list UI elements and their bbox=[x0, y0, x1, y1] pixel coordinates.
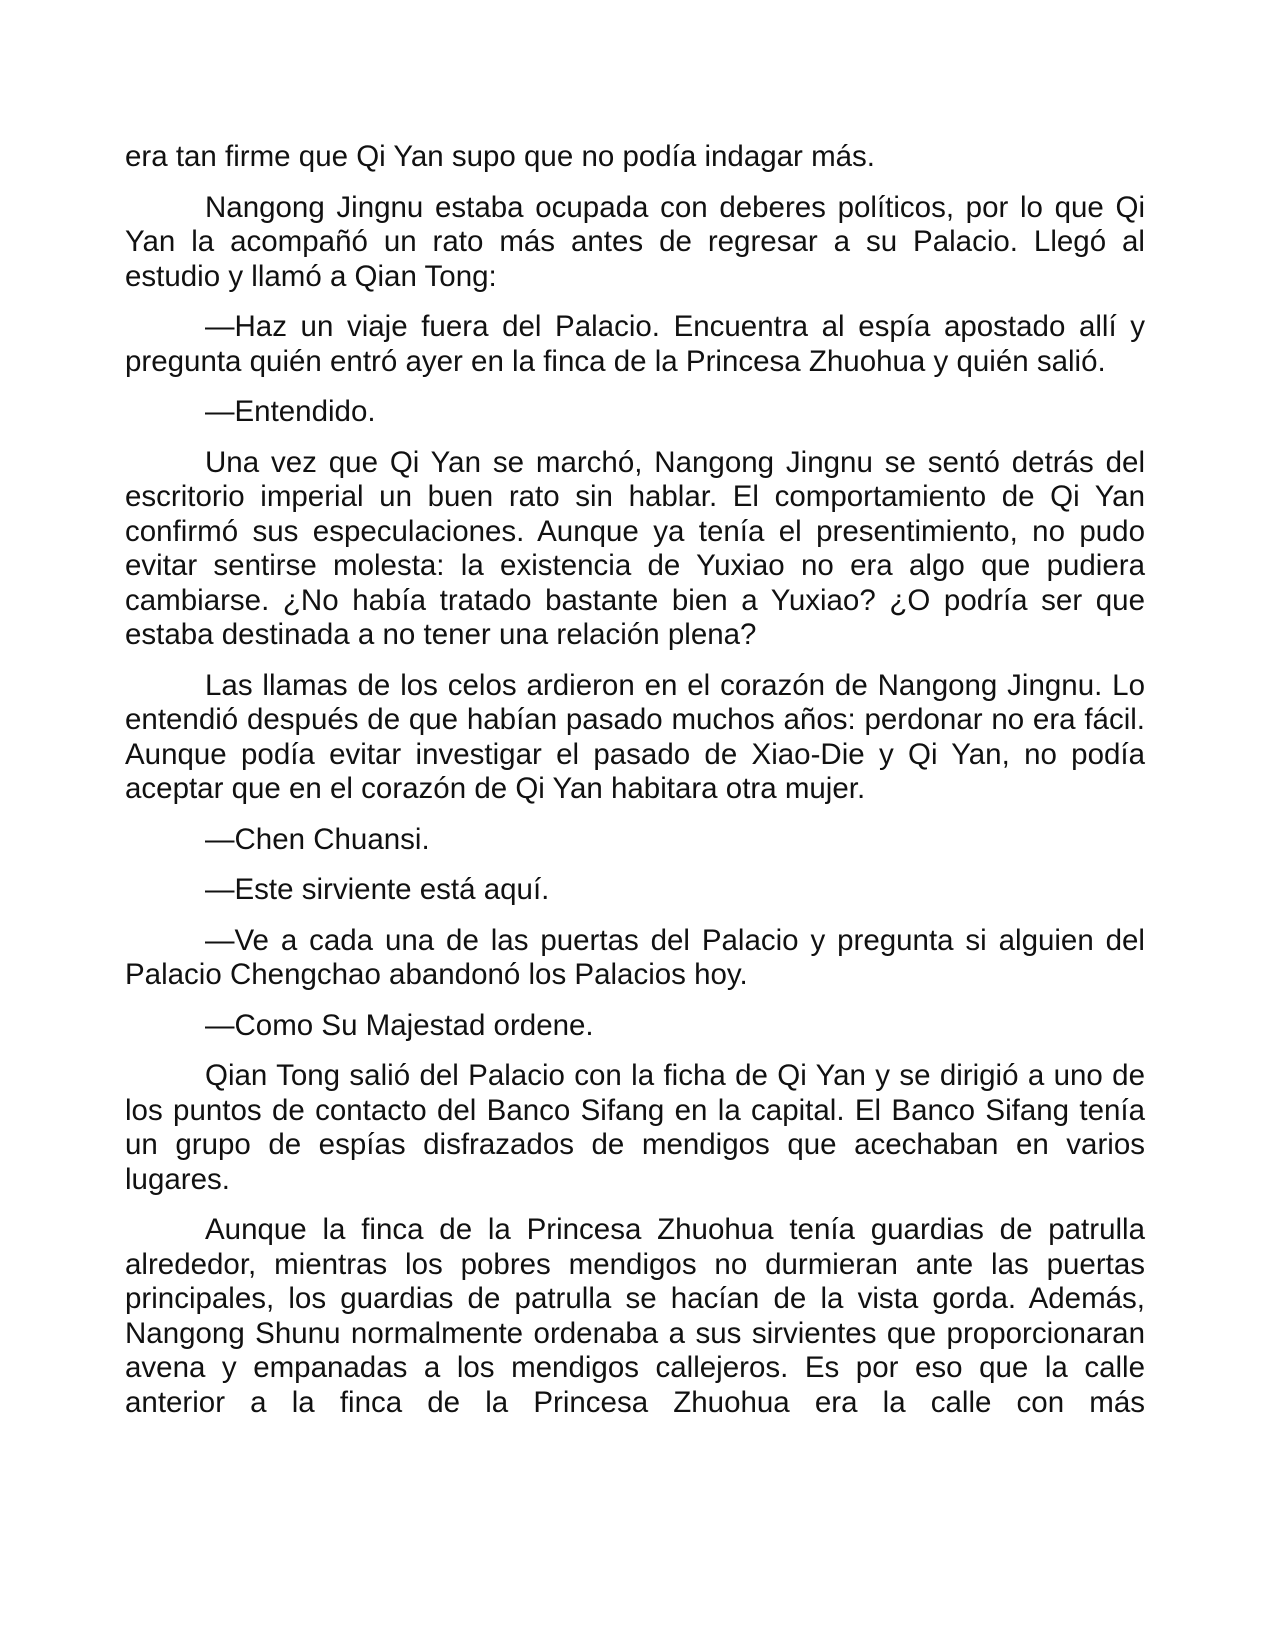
paragraph-dialogue: —Haz un viaje fuera del Palacio. Encuentra al espía apostado allí y pregunta quién entró ayer en la finca de la Princesa Zhuohua y quién salió. bbox=[125, 310, 1145, 378]
paragraph-continuation: era tan firme que Qi Yan supo que no podía indagar más. bbox=[125, 140, 876, 173]
paragraph-narration: Una vez que Qi Yan se marchó, Nangong Jingnu se sentó detrás del escritorio imperial un buen rato sin hablar. El comportamiento de Qi Yan confirmó sus especulaciones. Aunque ya tenía el presentimiento, no pudo evitar sentirse molesta: la existencia de Yuxiao no era algo que pudiera cambiarse. ¿No había tratado bastante bien a Yuxiao? ¿O podría ser que estaba destinada a no tener una relación plena? bbox=[125, 445, 1145, 651]
paragraph-narration: Las llamas de los celos ardieron en el corazón de Nangong Jingnu. Lo entendió después de que habían pasado muchos años: perdonar no era fácil. Aunque podía evitar investigar el pasado de Xiao-Die y Qi Yan, no podía aceptar que en el corazón de Qi Yan habitara otra mujer. bbox=[125, 668, 1145, 805]
paragraph-dialogue: —Este sirviente está aquí. bbox=[205, 873, 550, 906]
paragraph-narration: Aunque la finca de la Princesa Zhuohua tenía guardias de patrulla alrededor, mientras los pobres mendigos no durmieran ante las puertas principales, los guardias de patrulla se hacían de la vista gorda. Además, Nangong Shunu normalmente ordenaba a sus sirvientes que proporcionaran avena y empanadas a los mendigos callejeros. Es por eso que la calle anterior a la finca de la Princesa Zhuohua era la calle con más bbox=[125, 1213, 1145, 1419]
paragraph-dialogue: —Chen Chuansi. bbox=[205, 822, 430, 856]
paragraph-dialogue: —Entendido. bbox=[205, 395, 376, 428]
paragraph-dialogue: —Ve a cada una de las puertas del Palacio y pregunta si alguien del Palacio Chengchao abandonó los Palacios hoy. bbox=[125, 923, 1145, 991]
paragraph-narration: Qian Tong salió del Palacio con la ficha de Qi Yan y se dirigió a uno de los puntos de contacto del Banco Sifang en la capital. El Banco Sifang tenía un grupo de espías disfrazados de mendigos que acechaban en varios lugares. bbox=[125, 1059, 1145, 1196]
paragraph-narration: Nangong Jingnu estaba ocupada con deberes políticos, por lo que Qi Yan la acompañó un rato más antes de regresar a su Palacio. Llegó al estudio y llamó a Qian Tong: bbox=[125, 190, 1145, 293]
paragraph-dialogue: —Como Su Majestad ordene. bbox=[205, 1008, 594, 1042]
document-page bbox=[125, 140, 1145, 1436]
